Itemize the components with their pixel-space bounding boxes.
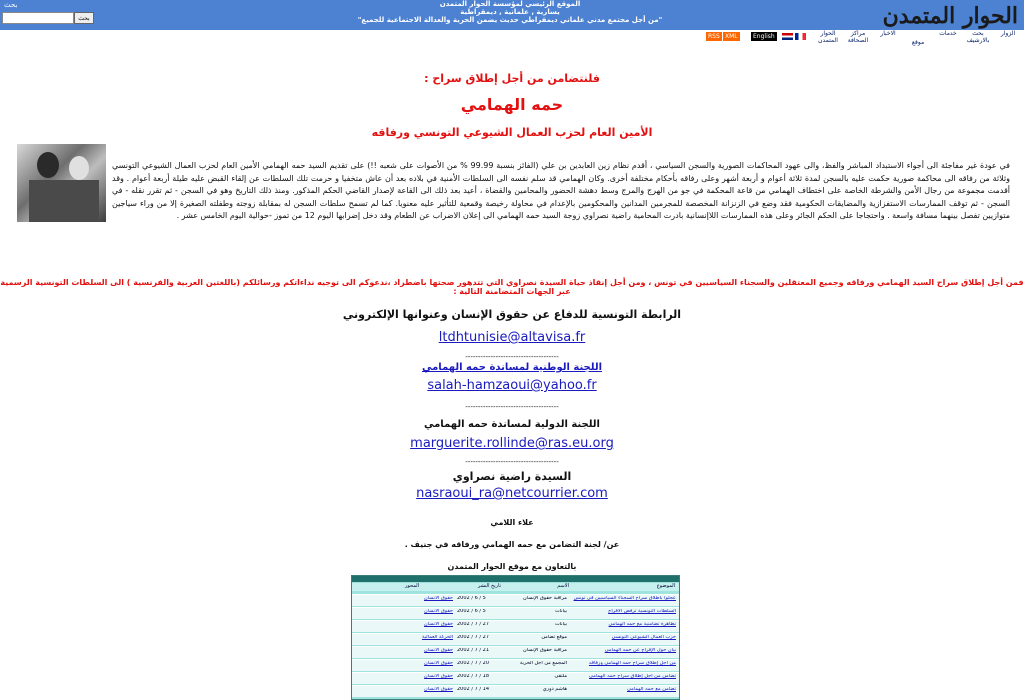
cell-date: 2002 / 7 / 18 bbox=[457, 674, 489, 679]
contact-email-2[interactable]: salah-hamzaoui@yahoo.fr bbox=[427, 378, 597, 393]
signature-committee: عن/ لجنة التضامن مع حمه الهمامي ورفاقه في جنيف . bbox=[404, 540, 620, 549]
nav-item-archive-search[interactable]: بحث بالارشيف bbox=[966, 30, 990, 44]
contact-org-4: السيدة راضية نصراوي bbox=[452, 470, 572, 483]
related-articles-table bbox=[351, 575, 680, 700]
header-topic: الموضوع bbox=[656, 583, 675, 589]
tagline bbox=[300, 0, 720, 24]
search-button[interactable]: بحث bbox=[74, 12, 94, 24]
tagline-line-1: الموقع الرئيسي لمؤسسة الحوار المتمدن bbox=[439, 0, 581, 8]
search-label: بحث bbox=[4, 1, 18, 9]
cell-topic[interactable]: تظاهرة تضامنية مع حمه الهمامي bbox=[608, 622, 676, 627]
signature-name: علاء اللامي bbox=[490, 518, 534, 527]
cell-axis[interactable]: حقوق الانسان bbox=[424, 674, 453, 679]
table-header bbox=[352, 583, 679, 591]
table-title-bar bbox=[352, 576, 679, 582]
appeal-text: فمن أجل إطلاق سراح السيد الهمامي ورفاقه وجميع المعتقلين والسجناء السياسيين في تونس ، ومن أجل إنقاذ حياة السيدة نصراوي التي تتدهور صحتها باضطراد ،ندعوكم الى توجيه نداءاتكم ورسائلكم (باللغتين العربية والفرنسية ) الى السلطات التونسية الرسمية عبر الجهات المتضامنة التالية : bbox=[0, 278, 1024, 296]
nav-item-ahewar[interactable]: الحوار المتمدن bbox=[818, 30, 838, 44]
photo-figure-1 bbox=[37, 152, 59, 178]
flag-uk-icon[interactable] bbox=[782, 33, 793, 40]
header-axis: المحور bbox=[404, 583, 419, 589]
cell-topic[interactable]: حزب العمال الشيوعي التونسي bbox=[611, 635, 676, 640]
cell-topic[interactable]: من أجل إطلاق سراح حمه الهمامي ورفاقه bbox=[588, 661, 676, 666]
cell-topic[interactable]: تضامن مع حمه الهمامي bbox=[627, 687, 676, 692]
article-name: حمه الهمامي bbox=[460, 95, 564, 114]
protest-photo bbox=[17, 144, 106, 222]
header-name: الاسم bbox=[557, 583, 569, 589]
cell-date: 2002 / 7 / 27 bbox=[457, 635, 489, 640]
nav-item-news[interactable]: الاخبار bbox=[880, 30, 896, 37]
nav-item-services[interactable]: خدمات bbox=[939, 30, 957, 37]
contact-org-2[interactable]: اللجنة الوطنية لمساندة حمه الهمامي bbox=[422, 362, 602, 373]
table-row bbox=[352, 607, 679, 619]
cell-topic[interactable]: تضامن من أجل إطلاق سراح حمه الهمامي bbox=[589, 674, 676, 679]
contact-org-3: اللجنة الدولية لمساندة حمه الهمامي bbox=[424, 419, 600, 430]
divider-3: ------------------------------------- bbox=[465, 458, 559, 466]
cell-name: هاشم دوري bbox=[542, 687, 567, 692]
photo-crowd bbox=[29, 180, 99, 222]
contact-email-1[interactable]: ltdhtunisie@altavisa.fr bbox=[438, 330, 586, 345]
divider-2: ------------------------------------- bbox=[465, 403, 559, 411]
cell-name: ملتقى bbox=[554, 674, 567, 679]
cell-axis[interactable]: حقوق الانسان bbox=[424, 687, 453, 692]
article-subtitle: الأمين العام لحزب العمال الشيوعي التونسي ورفاقه bbox=[371, 126, 653, 139]
cell-name: مراقبة حقوق الإنسان bbox=[523, 648, 567, 653]
cell-name: موقع تضامن bbox=[541, 635, 567, 640]
tagline-line-3: "من أجل مجتمع مدني علماني ديمقراطي حديث يضمن الحرية والعدالة الاجتماعية للجميع" bbox=[357, 16, 663, 24]
table-row bbox=[352, 672, 679, 684]
cell-name: مراقبة حقوق الإنسان bbox=[523, 596, 567, 601]
cell-date: 2002 / 7 / 27 bbox=[457, 622, 489, 627]
nav-item-visitors[interactable]: الزوار bbox=[1000, 30, 1016, 37]
nav-item-site[interactable]: موقع bbox=[911, 39, 925, 46]
english-button[interactable]: English bbox=[753, 33, 775, 40]
cell-name: بيانات bbox=[554, 609, 567, 614]
table-row bbox=[352, 633, 679, 645]
cell-date: 2002 / 7 / 14 bbox=[457, 687, 489, 692]
tagline-line-2: يسارية , علمانية , ديمقراطية bbox=[460, 8, 560, 16]
nav-item-press-centers[interactable]: مراكز الصحافة bbox=[847, 30, 869, 44]
cell-topic[interactable]: عجلوا باطلاق سراح السجناء السياسيين في تونس bbox=[573, 596, 676, 601]
rss-button[interactable]: RSS bbox=[708, 33, 720, 40]
cell-name: المجمع من أجل الحرية bbox=[519, 661, 567, 666]
cell-name: بيانات bbox=[554, 622, 567, 627]
table-row bbox=[352, 594, 679, 606]
xml-button[interactable]: XML bbox=[725, 33, 738, 40]
contact-org-1: الرابطة التونسية للدفاع عن حقوق الإنسان وعنوانها الإلكتروني bbox=[342, 308, 682, 321]
cell-topic[interactable]: بيان حول الإفراج عن حمه الهمامي bbox=[604, 648, 676, 653]
flag-fr-icon[interactable] bbox=[795, 33, 806, 40]
cell-axis[interactable]: حقوق الانسان bbox=[424, 596, 453, 601]
signature-collaboration: بالتعاون مع موقع الحوار المتمدن bbox=[447, 562, 577, 571]
site-logo[interactable]: الحوار المتمدن bbox=[882, 3, 1018, 29]
cell-date: 2002 / 7 / 20 bbox=[457, 661, 489, 666]
contact-email-4[interactable]: nasraoui_ra@netcourrier.com bbox=[416, 486, 608, 501]
search-input[interactable] bbox=[2, 12, 74, 24]
contact-email-3[interactable]: marguerite.rollinde@ras.eu.org bbox=[410, 436, 614, 451]
cell-topic[interactable]: السلطات التونسية ترفض الافراج bbox=[608, 609, 676, 614]
top-bar bbox=[0, 0, 1024, 30]
cell-axis[interactable]: حقوق الانسان bbox=[424, 609, 453, 614]
cell-date: 2002 / 7 / 21 bbox=[457, 648, 489, 653]
table-row bbox=[352, 620, 679, 632]
cell-axis[interactable]: حقوق الانسان bbox=[424, 622, 453, 627]
table-row bbox=[352, 659, 679, 671]
table-row bbox=[352, 646, 679, 658]
article-body: في عودة غير مفاجئة الى أجواء الاستبداد المباشر والفظ، والى عهود المحاكمات الصورية والسجن السياسي ، أقدم نظام زين العابدين بن علي (الفائز بنسبة 99.99 % من الأصوات على شعبه !!) على تقديم السيد حمه الهمامي الأمين العام لحزب العمال الشيوعي التونسي وثلاثة من رفاقه الى محاكمة صورية حكمت عليه بالسجن لمدة ثلاثة أعوام و أربعة أشهر وعلى رفاقه بأحكام مختلفة أخرى. وكان الهمامي قد سلم نفسه الى السلطات الأمنية في بلاده بعد أن عاش متخفيا و حرمت تلك السلطات عن إلقاء القبض عليه طيلة أربعة أعوام . وقد أقدمت مجموعة من رجال الأمن والشرطة الخاصة على اختطاف الهمامي من قاعة المحكمة في جو من الهرج والمرج وسط دهشة الحضور والمحامين والقضاة ، أعيد بعد ذلك الى القاعة لإصدار القاضي الحكم المذكور. ومنذ ذلك التاريخ وهو في السجن - ثم تقرر نقله - في السجن - ثم توقف الممارسات الاستفزازية والمضايقات الحكومية فقد وضع في الزنزانة المخصصة للمجرمين المدانين والمحكومين بالإعدام في محاولة رخيصة وقمعية للتأثير عليه معنويا. كما لم تسمح سلطات السجن له بمقابلة زوجته وطفلته الصغيرة إلا من وراء سياجين متوازيين تفصل بينهما مسافة واسعة . واحتجاجا على الحكم الجائر وعلى هذه الممارسات اللاإنسانية بادرت المحامية راضية نصراوي زوجة السيد حمه الهمامي الى إعلان الاضراب عن الطعام وقد دخل إضرابها اليوم 12 من تموز -حوالية اليوم الخامس عشر . bbox=[112, 161, 1010, 220]
cell-date: 2002 / 6 / 5 bbox=[457, 596, 486, 601]
article-heading: فلنتضامن من أجل إطلاق سراح : bbox=[424, 72, 600, 85]
divider-1: ------------------------------------- bbox=[465, 353, 559, 361]
header-date: تاريخ النشر bbox=[477, 583, 501, 589]
nav-bar bbox=[0, 30, 1024, 50]
cell-axis[interactable]: الحركة العمالية bbox=[421, 635, 453, 640]
photo-figure-2 bbox=[69, 156, 89, 180]
cell-date: 2002 / 6 / 5 bbox=[457, 609, 486, 614]
cell-axis[interactable]: حقوق الانسان bbox=[424, 661, 453, 666]
cell-axis[interactable]: حقوق الانسان bbox=[424, 648, 453, 653]
table-row bbox=[352, 685, 679, 697]
